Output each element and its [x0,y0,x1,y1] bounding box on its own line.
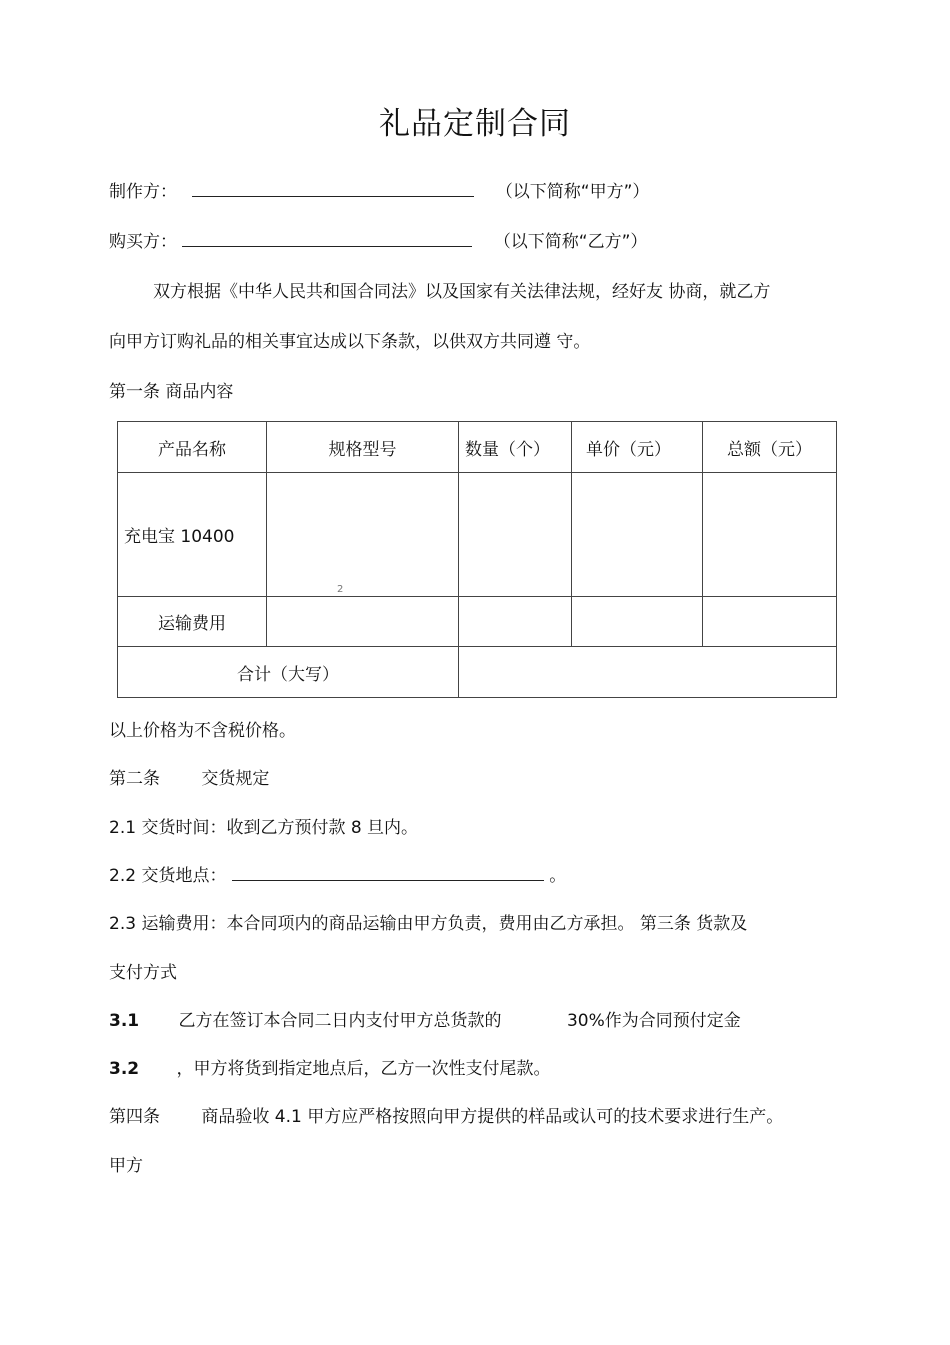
clause-3-1-text: 乙方在签订本合同二日内支付甲方总货款的 [178,1011,502,1031]
price-note: 以上价格为不含税价格。 [109,721,296,741]
clause-3-1-num: 3.1 [109,1011,140,1031]
party-a-label: 制作方： [109,182,177,202]
header-spec: 规格型号 [267,422,459,473]
quantity-cell[interactable] [459,473,572,597]
clause-2-1: 2.1 交货时间：收到乙方预付款 8 旦内。 [109,818,419,838]
preamble-line-2: 向甲方订购礼品的相关事宜达成以下条款，以供双方共同遵 守。 [109,332,591,352]
shipping-spec-cell[interactable] [267,597,459,647]
clause-3-2-num: 3.2 [109,1059,140,1079]
total-cell[interactable] [703,473,837,597]
header-product-name: 产品名称 [118,422,267,473]
clause-2-2-end: 。 [549,866,567,886]
table-row [118,473,837,597]
total-amount-cell[interactable] [459,647,837,698]
article-1-heading: 第一条 商品内容 [109,382,234,402]
unit-price-cell[interactable] [572,473,703,597]
article-2-heading [109,767,269,791]
party-b-label: 购买方： [109,232,177,252]
article-4-num: 第四条 [109,1107,160,1127]
party-b-line [109,230,647,254]
goods-table [117,421,837,698]
shipping-total-cell[interactable] [703,597,837,647]
spec-cell[interactable] [267,473,459,597]
clause-2-2 [109,864,566,888]
table-row [118,597,837,647]
shipping-label-cell: 运输费用 [118,597,267,647]
preamble-line-1: 双方根据《中华人民共和国合同法》以及国家有关法律法规，经好友 协商，就乙方 [153,282,771,302]
article-4-text: 商品验收 4.1 甲方应严格按照向甲方提供的样品或认可的技术要求进行生产。 [201,1107,784,1127]
party-a-suffix: （以下简称“甲方”） [495,182,650,202]
article-4 [109,1105,783,1129]
clause-3-2-text: ，甲方将货到指定地点后，乙方一次性支付尾款。 [176,1059,551,1079]
party-b-blank[interactable] [182,230,472,247]
article-2-title: 交货规定 [201,769,270,789]
total-label-cell: 合计（大写） [118,647,459,698]
table-row [118,647,837,698]
clause-2-3-line-1: 2.3 运输费用：本合同项内的商品运输由甲方负责，费用由乙方承担。 第三条 货款及 [109,914,748,934]
product-name-cell: 充电宝 10400 [118,473,267,597]
party-a-line [109,180,649,204]
document-title: 礼品定制合同 [379,106,571,142]
article-2-num: 第二条 [109,769,160,789]
clause-2-3-line-2: 支付方式 [109,963,177,983]
spec-mark: 2 [337,584,344,595]
shipping-quantity-cell[interactable] [459,597,572,647]
clause-3-1-pct: 30%作为合同预付定金 [566,1011,741,1031]
clause-2-2-label: 2.2 交货地点： [109,866,227,886]
header-quantity: 数量（个） [459,422,572,473]
table-header-row [118,422,837,473]
header-unit-price: 单价（元） [572,422,703,473]
party-a-blank[interactable] [192,180,474,197]
header-total: 总额（元） [703,422,837,473]
clause-3-2 [109,1057,551,1081]
delivery-location-blank[interactable] [232,864,544,881]
party-b-suffix: （以下简称“乙方”） [493,232,648,252]
shipping-price-cell[interactable] [572,597,703,647]
clause-3-1 [109,1009,741,1033]
party-a-tail: 甲方 [109,1156,143,1176]
